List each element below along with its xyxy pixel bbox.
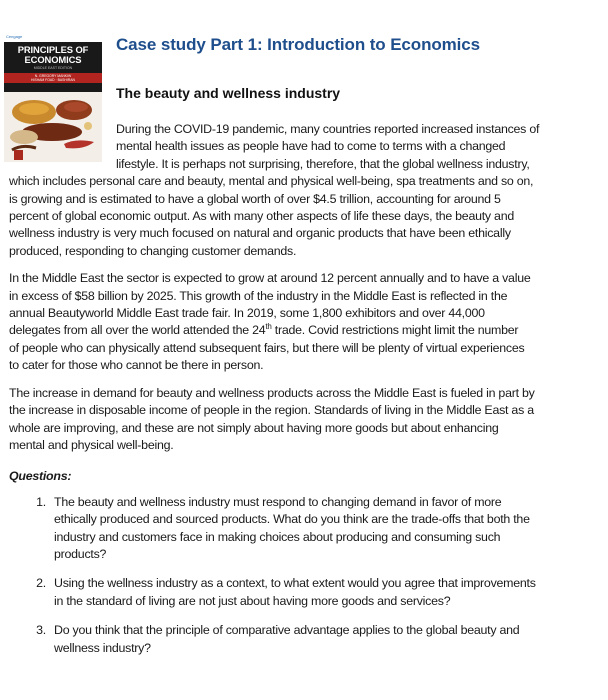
paragraph-3 — [9, 385, 594, 455]
publisher-logo: Cengage — [6, 34, 23, 39]
question-item — [9, 622, 594, 657]
cover-title-line2: ECONOMICS — [24, 54, 82, 65]
section-subtitle: The beauty and wellness industry — [116, 85, 341, 101]
question-number: 1. — [36, 494, 46, 509]
questions-list — [9, 494, 594, 657]
text-line: whole are improving, and these are not simply about having more goods but about enhancing — [9, 420, 499, 435]
text-line: produced, responding to changing customer demands. — [9, 243, 297, 258]
case-study-title: Case study Part 1: Introduction to Economics — [116, 35, 480, 54]
question-number: 3. — [36, 623, 46, 638]
paragraph-2 — [9, 270, 594, 374]
text-line: ethically produced and sourced products. What do you think are the trade-offs that both the — [54, 512, 530, 527]
text-line: in excess of $58 billion by 2025. This growth of the industry in the Middle East is reflected in the — [9, 288, 508, 303]
text-line: In the Middle East the sector is expected to grow at around 12 percent annually and to have a value — [9, 271, 531, 286]
text-line: the increase in disposable income of people in the region. Standards of living in the Middle East as a — [9, 403, 534, 418]
text-line: of people who can physically attend subsequent fairs, but there will be plenty of virtual experiences — [9, 340, 525, 355]
text-line: mental health issues as people have had to come to terms with a changed — [116, 139, 506, 154]
text-line: The beauty and wellness industry must respond to changing demand in favor of more — [54, 494, 502, 509]
text-line: which includes personal care and beauty, mental and physical well-being, spa treatments and so on, — [9, 174, 534, 189]
question-number: 2. — [36, 576, 46, 591]
paragraph-1 — [9, 121, 594, 260]
cover-authors: N. GREGORY MANKIW HISHAM FOAD · BASHIRAN — [4, 73, 102, 83]
text-line: Do you think that the principle of comparative advantage applies to the global beauty and — [54, 623, 520, 638]
ordinal-suffix: th — [265, 322, 272, 332]
cover-edition: MIDDLE EAST EDITION — [33, 66, 73, 70]
text-line: Using the wellness industry as a context, to what extent would you agree that improvements — [54, 576, 536, 591]
text-line: mental and physical well-being. — [9, 437, 174, 452]
text-line: delegates from all over the world attended the 24th trade. Covid restrictions might limit the number — [9, 322, 519, 338]
question-item — [9, 575, 594, 610]
article-body — [9, 121, 594, 669]
text-line: lifestyle. It is perhaps not surprising, therefore, that the global wellness industry, — [116, 156, 530, 171]
text-line: in the standard of living are not just about having more goods and services? — [54, 593, 451, 608]
text-line: During the COVID-19 pandemic, many countries reported increased instances of — [116, 122, 540, 136]
text-line: to cater for those who cannot be there in person. — [9, 358, 264, 373]
text-line: industry and customers face in making choices about producing and consuming such — [54, 529, 501, 544]
text-line: The increase in demand for beauty and wellness products across the Middle East is fueled in part by — [9, 385, 535, 400]
text-line: wellness industry is very much focused on natural and organic products that have been ethically — [9, 226, 511, 241]
cover-title-line1: PRINCIPLES OF — [17, 44, 89, 55]
text-line: percent of global economic output. As with many other aspects of life these days, the beauty and — [9, 209, 514, 224]
text-line: products? — [54, 546, 107, 561]
question-item — [9, 494, 594, 564]
text-line: is growing and is estimated to have a global worth of over $4.5 trillion, accounting for around 5 — [9, 191, 501, 206]
text-line: wellness industry? — [54, 640, 151, 655]
questions-heading: Questions: — [9, 469, 72, 484]
text-line: annual Beautyworld Middle East trade fair. In 2019, some 1,800 exhibitors and over 44,000 — [9, 306, 485, 321]
